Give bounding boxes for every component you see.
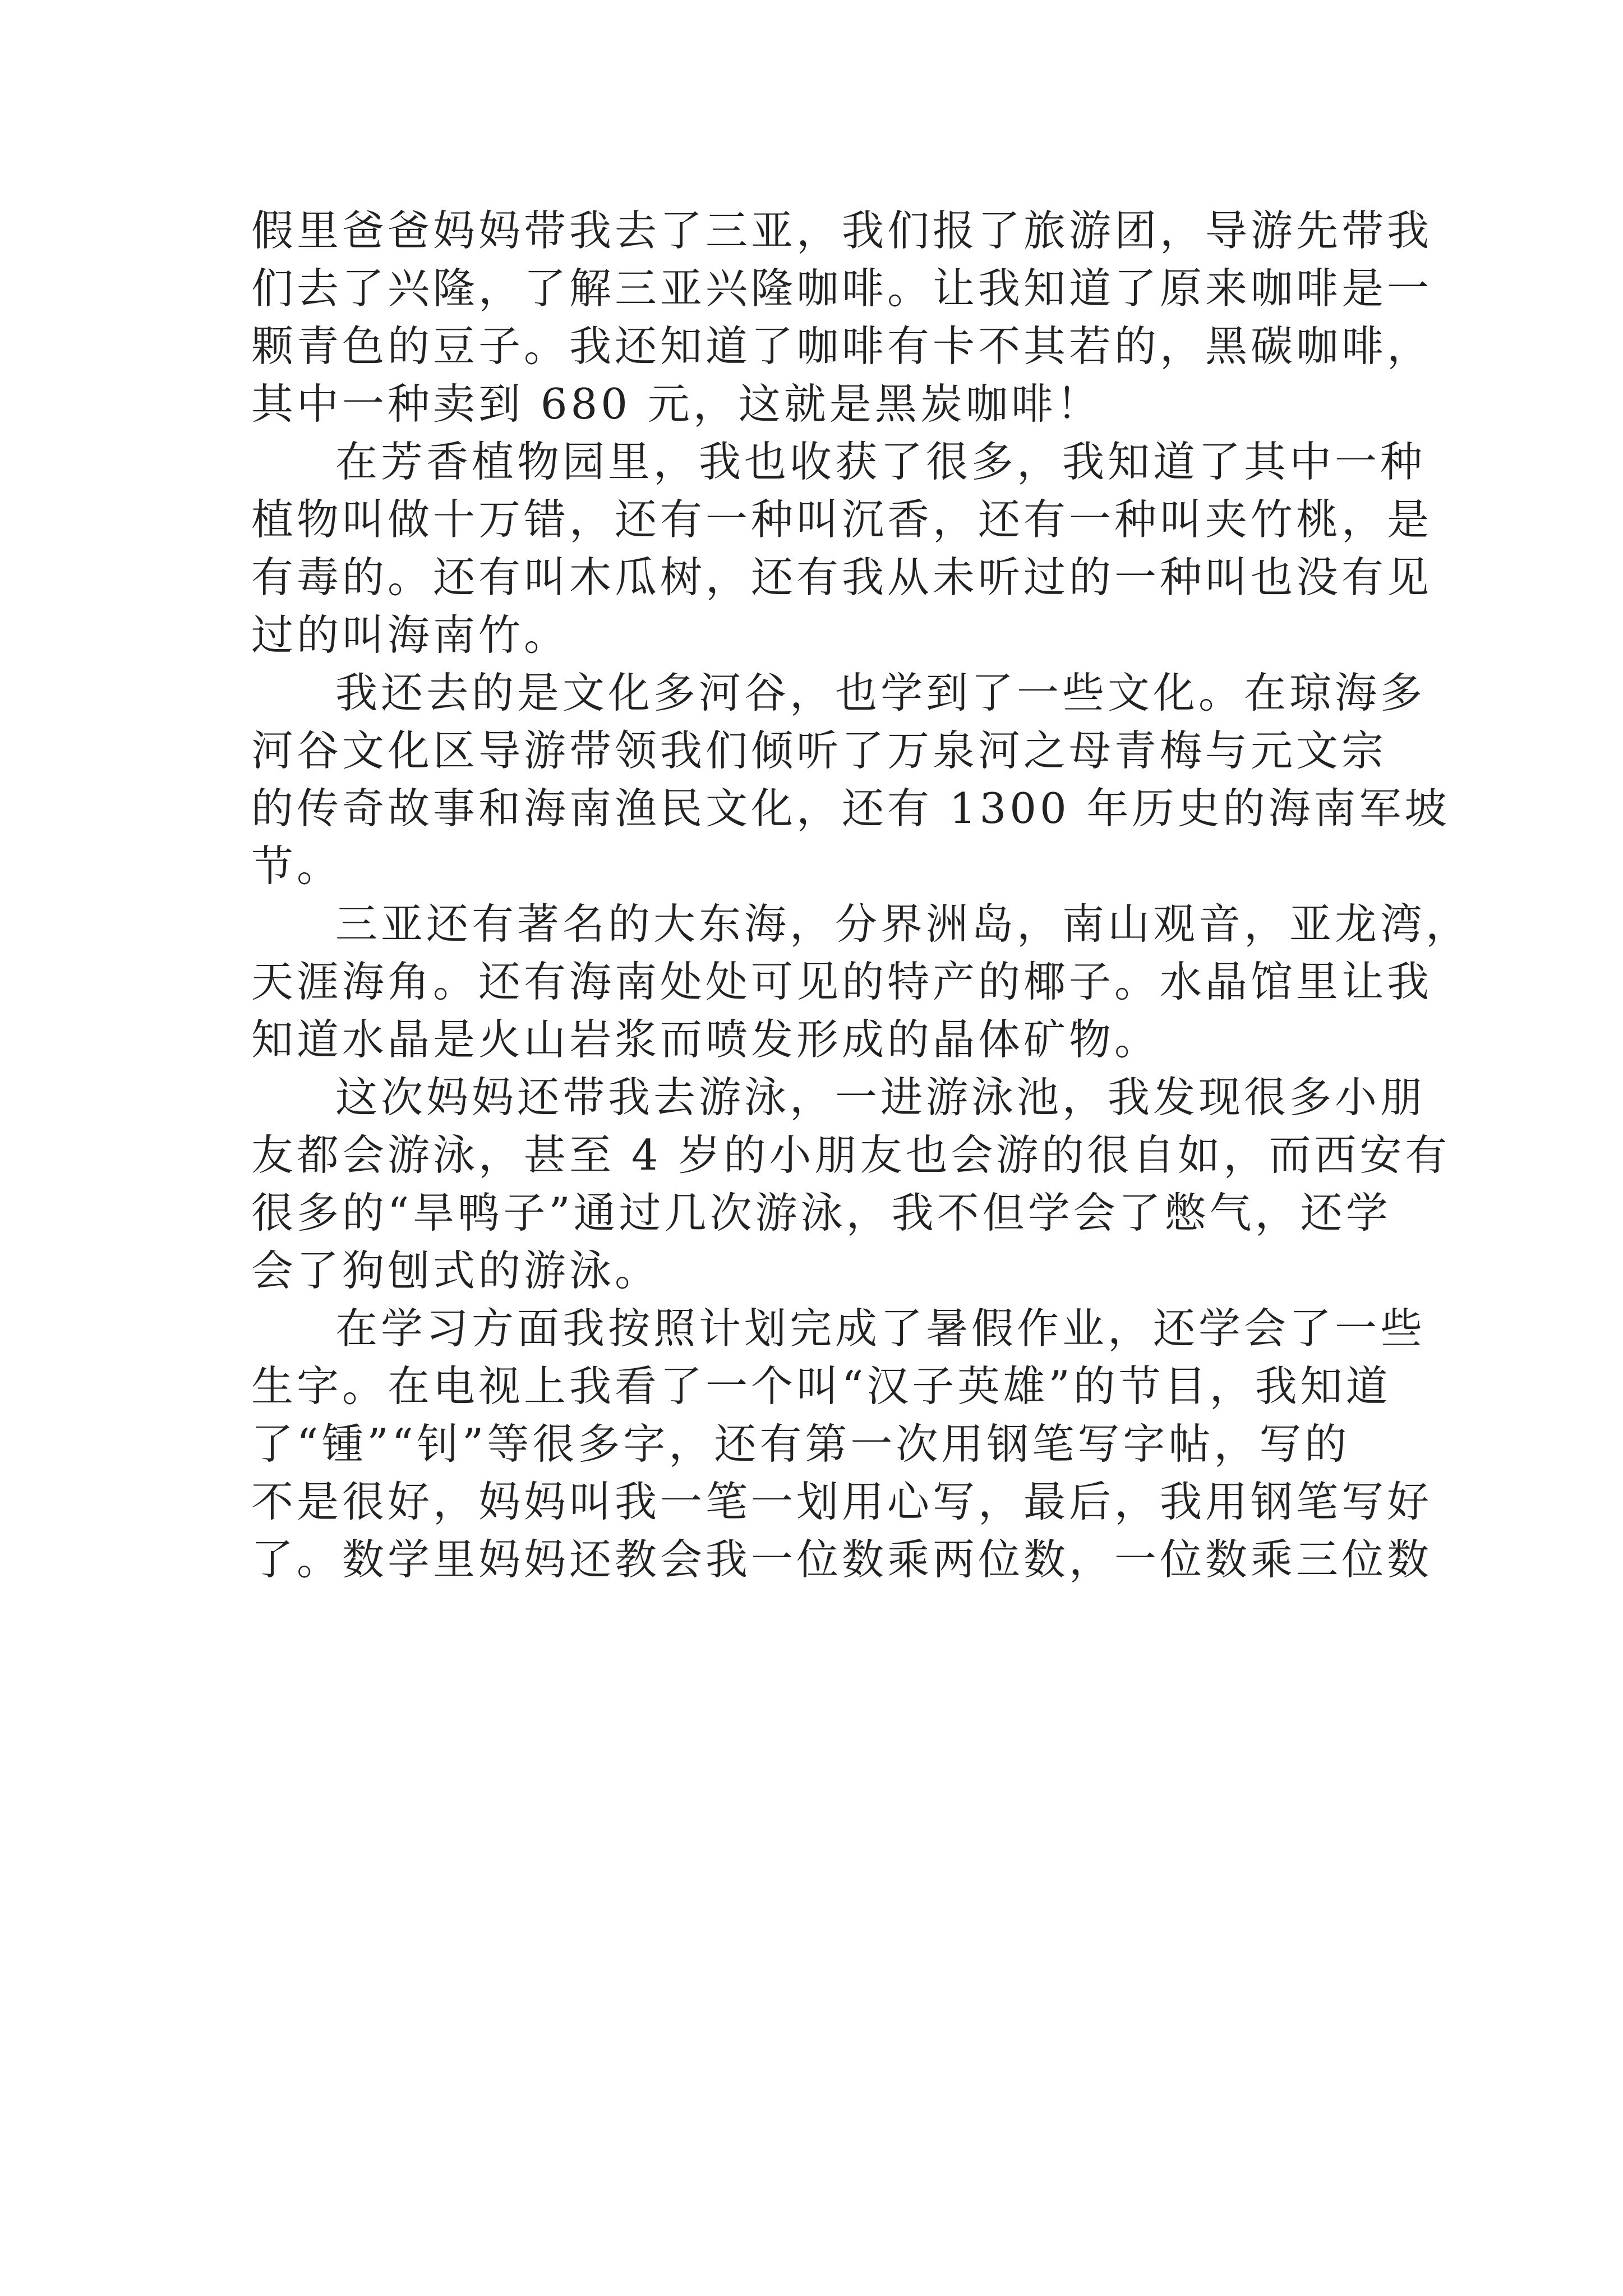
text-line: 其中一种卖到 680 元，这就是黑炭咖啡！: [251, 379, 1102, 429]
text-line: 知道水晶是火山岩浆而喷发形成的晶体矿物。: [251, 1015, 1160, 1064]
text-line: 很多的“旱鸭子”通过几次游泳，我不但学会了憋气，还学: [251, 1188, 1391, 1237]
text-line: 河谷文化区导游带领我们倾听了万泉河之母青梅与元文宗: [251, 726, 1387, 775]
text-line: 会了狗刨式的游泳。: [251, 1246, 661, 1295]
text-line: 植物叫做十万错，还有一种叫沉香，还有一种叫夹竹桃，是: [251, 495, 1433, 544]
text-line: 节。: [251, 841, 343, 891]
text-line: 友都会游泳，甚至 4 岁的小朋友也会游的很自如，而西安有: [251, 1130, 1451, 1180]
paragraph-first-line: 这次妈妈还带我去游泳，一进游泳池，我发现很多小朋: [335, 1073, 1426, 1122]
body-text: [251, 203, 1472, 1590]
paragraph-first-line: 在学习方面我按照计划完成了暑假作业，还学会了一些: [335, 1304, 1426, 1353]
text-line: 的传奇故事和海南渔民文化，还有 1300 年历史的海南军坡: [251, 784, 1450, 833]
text-line: 天涯海角。还有海南处处可见的特产的椰子。水晶馆里让我: [251, 957, 1433, 1006]
text-line: 了“锺”“钊”等很多字，还有第一次用钢笔写字帖，写的: [251, 1419, 1350, 1469]
text-line: 颗青色的豆子。我还知道了咖啡有卡不其若的，黑碳咖啡，: [251, 321, 1433, 371]
text-line: 过的叫海南竹。: [251, 610, 570, 660]
paragraph-first-line: 在芳香植物园里，我也收获了很多，我知道了其中一种: [335, 437, 1426, 486]
text-line: 假里爸爸妈妈带我去了三亚，我们报了旅游团，导游先带我: [251, 206, 1433, 255]
text-line: 了。数学里妈妈还教会我一位数乘两位数，一位数乘三位数: [251, 1535, 1433, 1584]
text-line: 不是很好，妈妈叫我一笔一划用心写，最后，我用钢笔写好: [251, 1477, 1433, 1526]
text-line: 生字。在电视上我看了一个叫“汉子英雄”的节目，我知道: [251, 1361, 1391, 1411]
text-line: 有毒的。还有叫木瓜树，还有我从未听过的一种叫也没有见: [251, 553, 1433, 602]
text-line: 们去了兴隆，了解三亚兴隆咖啡。让我知道了原来咖啡是一: [251, 264, 1433, 313]
paragraph-first-line: 三亚还有著名的大东海，分界洲岛，南山观音，亚龙湾，: [335, 899, 1472, 949]
paragraph-first-line: 我还去的是文化多河谷，也学到了一些文化。在琼海多: [335, 668, 1426, 717]
